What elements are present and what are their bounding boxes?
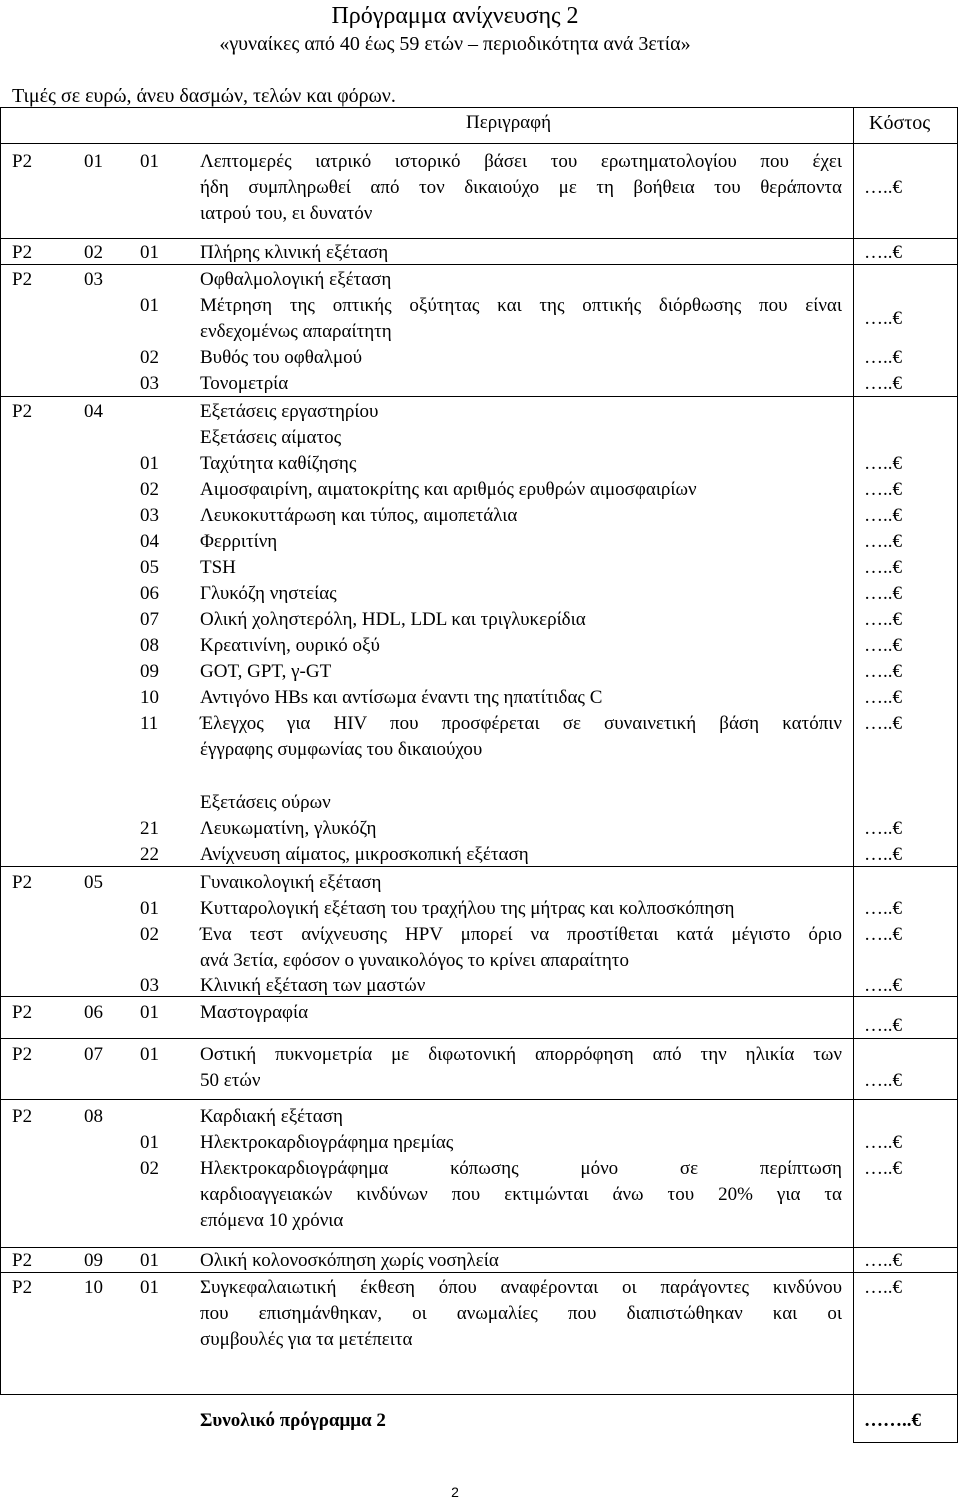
price-note: Τιμές σε ευρώ, άνευ δασμών, τελών και φόρων. xyxy=(12,85,396,107)
row-prefix: P2 xyxy=(12,1106,33,1127)
row-prefix: P2 xyxy=(12,1002,33,1023)
item-code: 10 xyxy=(140,687,159,708)
item-description: GOT, GPT, γ-GT xyxy=(200,661,332,682)
group-code: 03 xyxy=(84,269,103,290)
item-description: Κρεατινίνη, ουρικό οξύ xyxy=(200,635,380,656)
row-prefix: P2 xyxy=(12,242,33,263)
cost-value: …..€ xyxy=(864,635,902,656)
cost-value: …..€ xyxy=(864,583,902,604)
item-description: Ταχύτητα καθίζησης xyxy=(200,453,357,474)
row-prefix: P2 xyxy=(12,401,33,422)
item-description: Κυτταρολογική εξέταση του τραχήλου της μήτρας και κολποσκόπηση xyxy=(200,898,735,919)
item-code: 01 xyxy=(140,453,159,474)
cost-value: …..€ xyxy=(864,1132,902,1153)
row-prefix: P2 xyxy=(12,1277,33,1298)
item-description: Κλινική εξέταση των μαστών xyxy=(200,975,426,996)
item-code: 02 xyxy=(140,347,159,368)
item-description: Αντιγόνο HBs και αντίσωμα έναντι της ηπατίτιδας C xyxy=(200,687,603,708)
item-code: 01 xyxy=(140,1277,159,1298)
total-label: Συνολικό πρόγραμμα 2 xyxy=(200,1410,386,1431)
page-number: 2 xyxy=(451,1484,459,1500)
item-description: Λεπτομερές ιατρικό ιστορικό βάσει του ερωτηματολογίου που έχει ήδη συμπληρωθεί από τον δικαιούχο με τη βοήθεια του θεράποντα ιατρού του, ει δυνατόν xyxy=(200,151,842,224)
item-code: 01 xyxy=(140,1132,159,1153)
item-code: 06 xyxy=(140,583,159,604)
item-code: 01 xyxy=(140,1044,159,1065)
item-description: Βυθός του οφθαλμού xyxy=(200,347,363,368)
item-description: Τονομετρία xyxy=(200,373,289,394)
row-divider xyxy=(0,1038,958,1039)
cost-value: …..€ xyxy=(864,242,902,263)
item-code: 01 xyxy=(140,242,159,263)
cost-value: …..€ xyxy=(864,347,902,368)
cost-value: …..€ xyxy=(864,924,902,945)
item-code: 08 xyxy=(140,635,159,656)
page-subtitle: «γυναίκες από 40 έως 59 ετών – περιοδικότητα ανά 3ετία» xyxy=(219,33,691,55)
group-code: 05 xyxy=(84,872,103,893)
item-code: 22 xyxy=(140,844,159,865)
group-code: 01 xyxy=(84,151,103,172)
item-description: Έλεγχος για HIV που προσφέρεται σε συναινετική βάση κατόπιν έγγραφης συμφωνίας του δικαιούχου xyxy=(200,713,842,760)
item-description: Ηλεκτροκαρδιογράφημα ηρεμίας xyxy=(200,1132,454,1153)
total-cost: ……..€ xyxy=(864,1410,921,1431)
cost-value: …..€ xyxy=(864,1158,902,1179)
cost-value: …..€ xyxy=(864,557,902,578)
column-header-cost: Κόστος xyxy=(869,112,931,134)
item-code: 03 xyxy=(140,373,159,394)
page-title: Πρόγραμμα ανίχνευσης 2 xyxy=(331,3,579,29)
item-description: Λευκωματίνη, γλυκόζη xyxy=(200,818,377,839)
cost-value: …..€ xyxy=(864,308,902,329)
group-code: 10 xyxy=(84,1277,103,1298)
table-border-top xyxy=(0,107,958,108)
table-border-right xyxy=(957,107,958,1443)
cost-value: …..€ xyxy=(864,818,902,839)
cost-value: …..€ xyxy=(864,713,902,734)
item-description: Ολική κολονοσκόπηση χωρίς νοσηλεία xyxy=(200,1250,499,1271)
cost-value: …..€ xyxy=(864,373,902,394)
cost-value: …..€ xyxy=(864,531,902,552)
item-description: Οστική πυκνομετρία με διφωτονική απορρόφηση από την ηλικία των 50 ετών xyxy=(200,1044,842,1091)
item-description: Μαστογραφία xyxy=(200,1002,309,1023)
item-code: 01 xyxy=(140,295,159,316)
cost-value: …..€ xyxy=(864,898,902,919)
total-cell-bottom xyxy=(853,1442,958,1443)
cost-value: …..€ xyxy=(864,1250,902,1271)
item-description: Ανίχνευση αίματος, μικροσκοπική εξέταση xyxy=(200,844,529,865)
cost-value: …..€ xyxy=(864,661,902,682)
row-prefix: P2 xyxy=(12,872,33,893)
item-code: 03 xyxy=(140,975,159,996)
item-description: Ένα τεστ ανίχνευσης HPV μπορεί να προστίθεται κατά μέγιστο όριο ανά 3ετία, εφόσον ο γυναικολόγος το κρίνει απαραίτητο xyxy=(200,924,842,971)
item-code: 03 xyxy=(140,505,159,526)
group-code: 06 xyxy=(84,1002,103,1023)
row-prefix: P2 xyxy=(12,269,33,290)
cost-value: …..€ xyxy=(864,1277,902,1298)
group-code: 07 xyxy=(84,1044,103,1065)
item-code: 02 xyxy=(140,1158,159,1179)
item-description: TSH xyxy=(200,557,236,578)
cost-value: …..€ xyxy=(864,1070,902,1091)
table-border-left xyxy=(0,107,1,1395)
row-prefix: P2 xyxy=(12,151,33,172)
item-code: 02 xyxy=(140,479,159,500)
item-description: Μέτρηση της οπτικής οξύτητας και της οπτικής διόρθωσης που είναι ενδεχομένως απαραίτητη xyxy=(200,295,842,342)
item-description: Αιμοσφαιρίνη, αιματοκρίτης και αριθμός ερυθρών αιμοσφαιρίων xyxy=(200,479,697,500)
row-prefix: P2 xyxy=(12,1250,33,1271)
item-description: Γλυκόζη νηστείας xyxy=(200,583,337,604)
item-description: Συγκεφαλαιωτική έκθεση όπου αναφέρονται οι παράγοντες κινδύνου που επισημάνθηκαν, οι ανωμαλίες που διαπιστώθηκαν και οι συμβουλές για τα μετέπειτα xyxy=(200,1277,842,1350)
item-code: 05 xyxy=(140,557,159,578)
item-code: 01 xyxy=(140,1002,159,1023)
item-code: 01 xyxy=(140,151,159,172)
subgroup-heading: Εξετάσεις ούρων xyxy=(200,792,331,813)
group-heading: Οφθαλμολογική εξέταση xyxy=(200,269,392,290)
cost-value: …..€ xyxy=(864,505,902,526)
group-heading: Εξετάσεις εργαστηρίου xyxy=(200,401,379,422)
item-description: Πλήρης κλινική εξέταση xyxy=(200,242,389,263)
subgroup-heading: Εξετάσεις αίματος xyxy=(200,427,342,448)
cost-value: …..€ xyxy=(864,479,902,500)
group-code: 09 xyxy=(84,1250,103,1271)
item-description: Φερριτίνη xyxy=(200,531,278,552)
cost-value: …..€ xyxy=(864,687,902,708)
item-description: Ηλεκτροκαρδιογράφημα κόπωσης μόνο σε περίπτωση καρδιοαγγειακών κινδύνων που εκτιμώνται άνω του 20% για τα επόμενα 10 χρόνια xyxy=(200,1158,842,1231)
item-description: Λευκοκυττάρωση και τύπος, αιμοπετάλια xyxy=(200,505,518,526)
row-divider xyxy=(0,238,958,239)
item-code: 02 xyxy=(140,924,159,945)
cost-value: …..€ xyxy=(864,975,902,996)
cost-value: …..€ xyxy=(864,453,902,474)
header-row-divider xyxy=(0,143,958,144)
group-heading: Γυναικολογική εξέταση xyxy=(200,872,382,893)
row-divider xyxy=(0,1394,958,1395)
column-header-description: Περιγραφή xyxy=(466,112,552,133)
item-code: 11 xyxy=(140,713,159,734)
cost-value: …..€ xyxy=(864,177,902,198)
item-code: 01 xyxy=(140,898,159,919)
group-code: 08 xyxy=(84,1106,103,1127)
item-description: Ολική χοληστερόλη, HDL, LDL και τριγλυκερίδια xyxy=(200,609,586,630)
item-code: 07 xyxy=(140,609,159,630)
cost-value: …..€ xyxy=(864,844,902,865)
cost-column-divider xyxy=(853,107,854,1443)
group-code: 04 xyxy=(84,401,103,422)
item-code: 21 xyxy=(140,818,159,839)
group-code: 02 xyxy=(84,242,103,263)
group-heading: Καρδιακή εξέταση xyxy=(200,1106,343,1127)
item-code: 04 xyxy=(140,531,159,552)
item-code: 09 xyxy=(140,661,159,682)
row-prefix: P2 xyxy=(12,1044,33,1065)
item-code: 01 xyxy=(140,1250,159,1271)
cost-value: …..€ xyxy=(864,609,902,630)
cost-value: …..€ xyxy=(864,1015,902,1036)
row-divider xyxy=(0,1099,958,1100)
